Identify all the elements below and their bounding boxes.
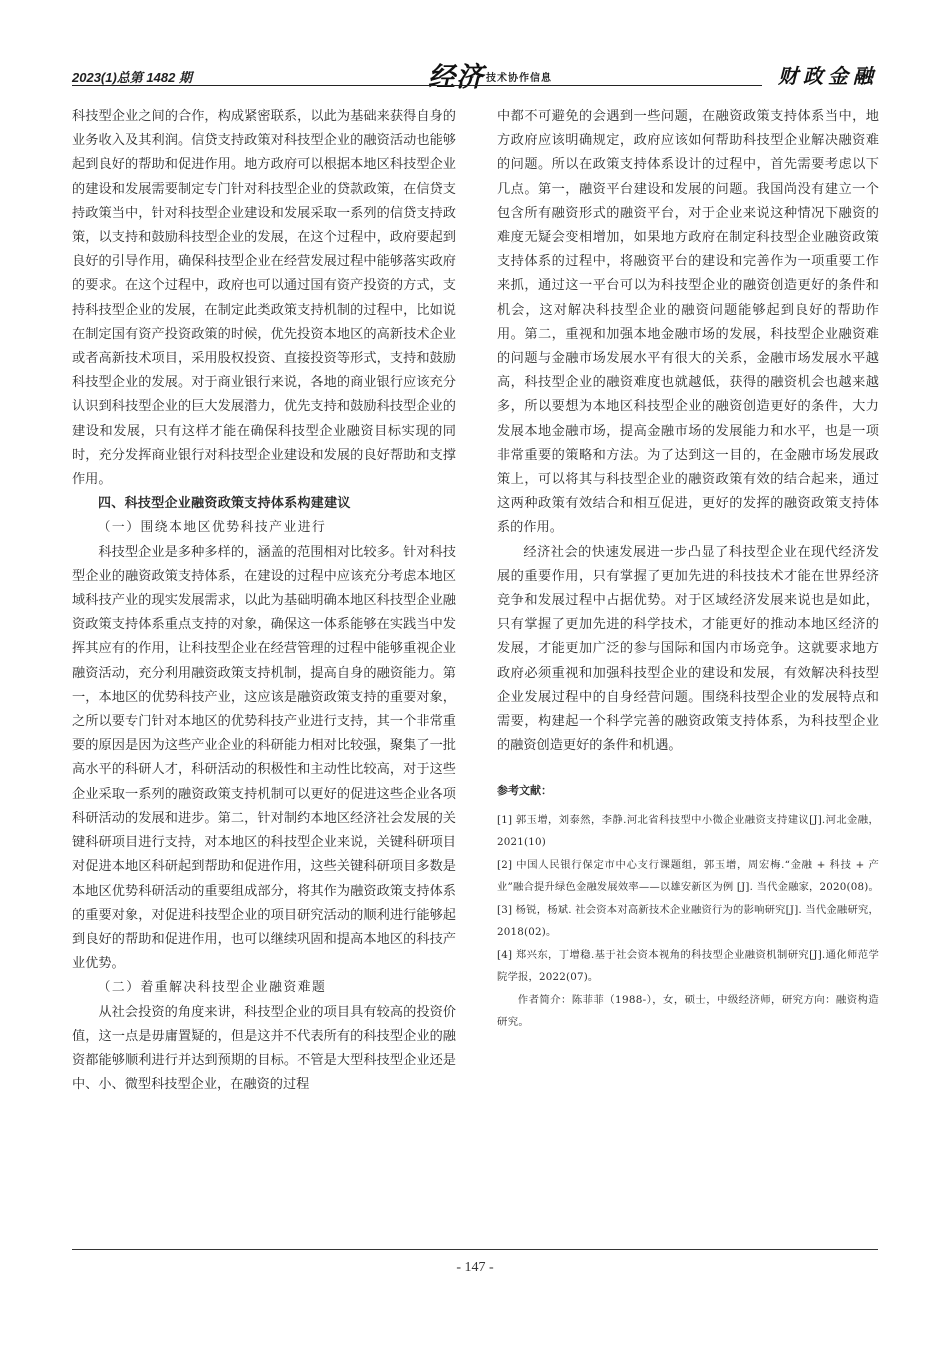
reference-item: [2] 中国人民银行保定市中心支行课题组，郭玉增，周宏梅.“金融 + 科技 + 产业”融合提升绿色金融发展效率——以雄安新区为例 [J]. 当代金融家，2020(08)。 <box>497 858 879 894</box>
reference-item: [3] 杨锐，杨斌. 社会资本对高新技术企业融资行为的影响研究[J]. 当代金融研究，2018(02)。 <box>497 903 879 939</box>
references <box>497 780 879 989</box>
right-column <box>497 105 879 1034</box>
page-number: - 147 - <box>456 1260 494 1275</box>
header-rule <box>72 85 762 86</box>
journal-logo-subtitle: 技术协作信息 <box>486 73 552 84</box>
subsection-heading: （一）围绕本地区优势科技产业进行 <box>97 520 327 536</box>
reference-item: [4] 郑兴东，丁增稳.基于社会资本视角的科技型企业融资机制研究[J].通化师范学院学报，2022(07)。 <box>497 948 879 984</box>
issue-number: 2023(1)总第 1482 期 <box>72 70 192 85</box>
conclusion-paragraph: 经济社会的快速发展进一步凸显了科技型企业在现代经济发展的重要作用，只有掌握了更加先进的科技技术才能在世界经济竞争和发展过程中占据优势。对于区域经济发展来说也是如此，只有掌握了更加先进的科学技术，才能更好的推动本地区经济的发展，才能更加广泛的参与国际和国内市场竞争。这就要求地方政府必须重视和加强科技型企业的建设和发展，有效解决科技型企业发展过程中的自身经营问题。围绕科技型企业的发展特点和需要，构建起一个科学完善的融资政策支持体系，为科技型企业的融资创造更好的条件和机遇。 <box>497 544 879 754</box>
section-title: 财政金融 <box>778 64 878 88</box>
journal-logo: 经济 <box>428 62 484 93</box>
body-paragraph: 中都不可避免的会遇到一些问题，在融资政策支持体系当中，地方政府应该明确规定，政府应该如何帮助科技型企业解决融资难的问题。所以在政策支持体系设计的过程中，首先需要考虑以下几点。第一，融资平台建设和发展的问题。我国尚没有建立一个包含所有融资形式的融资平台，对于企业来说这种情况下融资的难度无疑会变相增加，如果地方政府在制定科技型企业融资政策支持体系的过程中，将融资平台的建设和完善作为一项重要工作来抓，通过这一平台可以为科技型企业的融资创造更好的条件和机会，这对解决科技型企业的融资问题能够起到良好的帮助作用。第二，重视和加强本地金融市场的发展，科技型企业融资难的问题与金融市场发展水平有很大的关系，金融市场发展水平越高，科技型企业的融资难度也就越低，获得的融资机会也越来越多，所以要想为本地区科技型企业的融资创造更好的条件，大力发展本地金融市场，提高金融市场的发展能力和水平，也是一项非常重要的策略和方法。为了达到这一目的，在金融市场发展政策上，可以将其与科技型企业的融资政策有效的结合起来，通过这两种政策有效结合和相互促进，更好的发挥的融资政策支持体系的作用。 <box>497 109 879 536</box>
body-paragraph: 从社会投资的角度来讲，科技型企业的项目具有较高的投资价值，这一点是毋庸置疑的，但是这并不代表所有的科技型企业的融资都能够顺利进行并达到预期的目标。不管是大型科技型企业还是中、小、微型科技型企业，在融资的过程 <box>72 1004 456 1093</box>
body-paragraph: 科技型企业之间的合作，构成紧密联系，以此为基础来获得自身的业务收入及其利润。信贷支持政策对科技型企业的融资活动也能够起到良好的帮助和促进作用。地方政府可以根据本地区科技型企业的建设和发展需要制定专门针对科技型企业的贷款政策，在信贷支持政策当中，针对科技型企业建设和发展采取一系列的信贷支持政策，以支持和鼓励科技型企业的发展，在这个过程中，政府要起到良好的引导作用，确保科技型企业在经营发展过程中能够落实政府的要求。在这个过程中，政府也可以通过国有资产投资的方式，支持科技型企业的发展，在制定此类政策支持机制的过程中，比如说在制定国有资产投资政策的时候，优先投资本地区的高新技术企业或者高新技术项目，采用股权投资、直接投资等形式，支持和鼓励科技型企业的发展。对于商业银行来说，各地的商业银行应该充分认识到科技型企业的巨大发展潜力，优先支持和鼓励科技型企业的建设和发展，只有这样才能在确保科技型企业融资目标实现的同时，充分发挥商业银行对科技型企业建设和发展的良好帮助和支撑作用。 <box>72 109 456 488</box>
author-bio: 作者简介：陈菲菲（1988-），女，硕士，中级经济师，研究方向：融资构造研究。 <box>497 993 879 1029</box>
section-heading: 四、科技型企业融资政策支持体系构建建议 <box>98 496 351 512</box>
references-title: 参考文献： <box>497 784 552 798</box>
subsection-heading: （二）着重解决科技型企业融资难题 <box>97 980 327 996</box>
body-paragraph: 科技型企业是多种多样的，涵盖的范围相对比较多。针对科技型企业的融资政策支持体系，在建设的过程中应该充分考虑本地区域科技产业的现实发展需求，以此为基础明确本地区科技型企业融资政策支持体系重点支持的对象，确保这一体系能够在实践当中发挥其应有的作用，让科技型企业在经营管理的过程中能够重视企业融资活动，充分利用融资政策支持机制，提高自身的融资能力。第一，本地区的优势科技产业，这应该是融资政策支持的重要对象，之所以要专门针对本地区的优势科技产业进行支持，其一个非常重要的原因是因为这些产业企业的科研能力相对比较强，聚集了一批高水平的科研人才，科研活动的积极性和主动性比较高，对于这些企业采取一系列的融资政策支持机制可以更好的促进这些企业各项科研活动的发展和进步。第二，针对制约本地区经济社会发展的关键科研项目进行支持，对本地区的科技型企业来说，关键科研项目对促进本地区科研起到帮助和促进作用，这些关键科研项目多数是本地区优势科研活动的重要组成部分，将其作为融资政策支持体系的重要对象，对促进科技型企业的项目研究活动的顺利进行能够起到良好的帮助和促进作用，也可以继续巩固和提高本地区的科技产业优势。 <box>72 544 456 972</box>
footer-rule <box>72 1249 878 1250</box>
reference-item: [1] 郭玉增，刘泰然，李静.河北省科技型中小微企业融资支持建议[J].河北金融，2021(10) <box>497 813 879 849</box>
left-column <box>72 105 456 1097</box>
page-header <box>72 55 878 95</box>
